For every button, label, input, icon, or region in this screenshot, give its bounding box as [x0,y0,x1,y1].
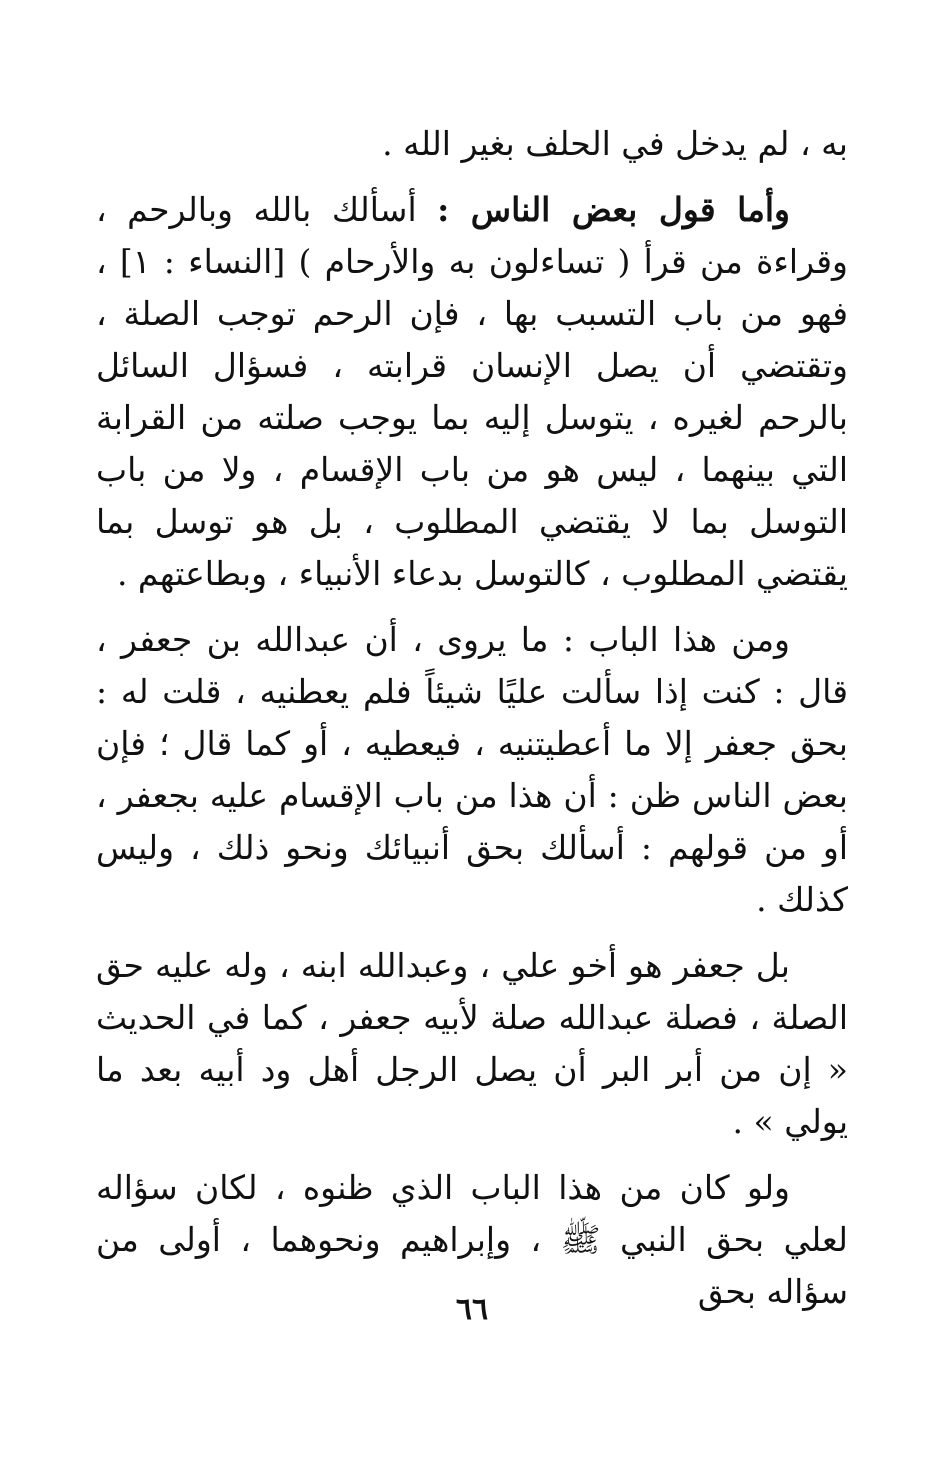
page-body [96,118,848,1332]
paragraph-5-text: ولو كان من هذا الباب الذي ظنوه ، لكان سؤاله لعلي بحق النبي ﷺ ، وإبراهيم ونحوهما ، أولى من سؤاله بحق [96,1168,848,1311]
page-number: ٦٦ [455,1292,489,1327]
paragraph-4 [96,940,848,1148]
paragraph-3-text: ومن هذا الباب : ما يروى ، أن عبدالله بن جعفر ، قال : كنت إذا سألت عليًا شيئاً فلم يعطنيه ، قلت له : بحق جعفر إلا ما أعطيتنيه ، فيعطيه ، أو كما قال ؛ فإن بعض الناس ظن : أن هذا من باب الإقسام عليه بجعفر ، أو من قولهم : أسألك بحق أنبيائك ونحو ذلك ، وليس كذلك . [96,620,848,919]
paragraph-2 [96,184,848,600]
paragraph-2-text: أسألك بالله وبالرحم ، وقراءة من قرأ ( تساءلون به والأرحام ) [النساء : ١] ، فهو من باب التسبب بها ، فإن الرحم توجب الصلة ، وتقتضي أن يصل الإنسان قرابته ، فسؤال السائل بالرحم لغيره ، يتوسل إليه بما يوجب صلته من القرابة التي بينهما ، ليس هو من باب الإقسام ، ولا من باب التوسل بما لا يقتضي المطلوب ، بل هو توسل بما يقتضي المطلوب ، كالتوسل بدعاء الأنبياء ، وبطاعتهم . [96,190,848,593]
paragraph-1 [96,118,848,170]
paragraph-1-text: به ، لم يدخل في الحلف بغير الله . [382,124,848,163]
paragraph-3 [96,614,848,926]
paragraph-4-text: بل جعفر هو أخو علي ، وعبدالله ابنه ، وله عليه حق الصلة ، فصلة عبدالله صلة لأبيه جعفر ، كما في الحديث « إن من أبر البر أن يصل الرجل أهل ود أبيه بعد ما يولي » . [96,946,848,1141]
paragraph-2-lead: وأما قول بعض الناس : [437,190,790,229]
